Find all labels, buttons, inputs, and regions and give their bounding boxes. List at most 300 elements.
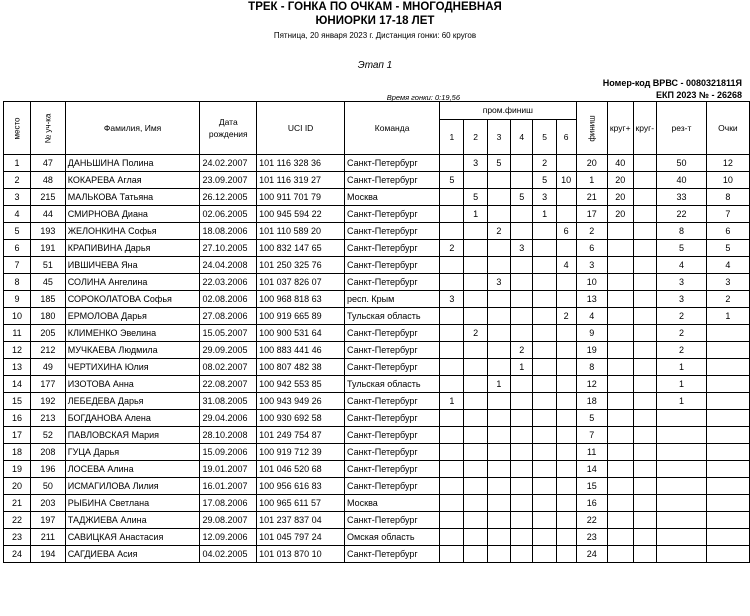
lap-minus-cell — [633, 478, 657, 495]
bib-cell: 193 — [30, 223, 65, 240]
finish-cell: 18 — [576, 393, 607, 410]
finish-cell: 11 — [576, 444, 607, 461]
table-row — [4, 342, 750, 359]
team-cell: Тульская область — [345, 376, 440, 393]
table-row — [4, 410, 750, 427]
sprint-5-cell — [533, 427, 556, 444]
uci-cell: 100 832 147 65 — [257, 240, 345, 257]
sprint-5-cell — [533, 410, 556, 427]
sprint-2-cell — [464, 393, 487, 410]
bib-cell: 45 — [30, 274, 65, 291]
bib-cell: 197 — [30, 512, 65, 529]
sprint-6-cell — [556, 444, 576, 461]
col-team-header: Команда — [345, 102, 440, 155]
finish-cell: 7 — [576, 427, 607, 444]
sprint-5-cell — [533, 342, 556, 359]
sprint-5-cell — [533, 240, 556, 257]
finish-cell: 3 — [576, 257, 607, 274]
bib-cell: 213 — [30, 410, 65, 427]
col-lap-plus-header: круг+ — [607, 102, 633, 155]
place-cell: 9 — [4, 291, 31, 308]
team-cell: Санкт-Петербург — [345, 393, 440, 410]
sprint-3-cell — [487, 478, 510, 495]
place-cell: 8 — [4, 274, 31, 291]
table-row — [4, 206, 750, 223]
name-cell: САВИЦКАЯ Анастасия — [65, 529, 200, 546]
lap-minus-cell — [633, 206, 657, 223]
team-cell: Санкт-Петербург — [345, 444, 440, 461]
sprint-2-cell — [464, 308, 487, 325]
sprint-1-cell — [440, 529, 464, 546]
dob-cell: 15.05.2007 — [200, 325, 257, 342]
name-cell: СОРОКОЛАТОВА Софья — [65, 291, 200, 308]
sprint-2-cell — [464, 257, 487, 274]
finish-cell: 21 — [576, 189, 607, 206]
dob-cell: 12.09.2006 — [200, 529, 257, 546]
dob-cell: 19.01.2007 — [200, 461, 257, 478]
lap-plus-cell: 20 — [607, 172, 633, 189]
name-cell: САГДИЕВА Асия — [65, 546, 200, 563]
finish-cell: 9 — [576, 325, 607, 342]
points-cell — [706, 478, 749, 495]
result-cell: 5 — [657, 240, 707, 257]
dob-cell: 17.08.2006 — [200, 495, 257, 512]
table-row — [4, 189, 750, 206]
dob-cell: 16.01.2007 — [200, 478, 257, 495]
sprint-4-cell — [511, 461, 533, 478]
sprint-2-cell: 1 — [464, 206, 487, 223]
sprint-3-cell — [487, 308, 510, 325]
result-cell: 1 — [657, 359, 707, 376]
lap-minus-cell — [633, 495, 657, 512]
race-time: Время гонки: 0:19,56 — [386, 93, 460, 102]
points-cell — [706, 342, 749, 359]
sprint-6-cell — [556, 512, 576, 529]
team-cell: Санкт-Петербург — [345, 274, 440, 291]
sprint-3-cell — [487, 240, 510, 257]
col-sprint-5-header: 5 — [533, 120, 556, 155]
lap-minus-cell — [633, 325, 657, 342]
sprint-4-cell — [511, 546, 533, 563]
sprint-5-cell: 3 — [533, 189, 556, 206]
dob-cell: 27.08.2006 — [200, 308, 257, 325]
result-cell: 2 — [657, 325, 707, 342]
sprint-4-cell — [511, 257, 533, 274]
sprint-3-cell — [487, 461, 510, 478]
result-cell: 3 — [657, 274, 707, 291]
sprint-1-cell: 5 — [440, 172, 464, 189]
sprint-2-cell: 2 — [464, 325, 487, 342]
sprint-1-cell — [440, 410, 464, 427]
uci-cell: 101 249 754 87 — [257, 427, 345, 444]
sprint-6-cell — [556, 376, 576, 393]
lap-plus-cell — [607, 512, 633, 529]
col-name-header: Фамилия, Имя — [65, 102, 200, 155]
sprint-3-cell — [487, 546, 510, 563]
sprint-4-cell — [511, 427, 533, 444]
dob-cell: 23.09.2007 — [200, 172, 257, 189]
table-row — [4, 478, 750, 495]
result-cell: 2 — [657, 308, 707, 325]
sprint-5-cell — [533, 512, 556, 529]
col-sprint-1-header: 1 — [440, 120, 464, 155]
sprint-4-cell: 1 — [511, 359, 533, 376]
col-sprint-2-header: 2 — [464, 120, 487, 155]
lap-plus-cell — [607, 478, 633, 495]
dob-cell: 29.04.2006 — [200, 410, 257, 427]
uci-cell: 100 956 616 83 — [257, 478, 345, 495]
name-cell: СОЛИНА Ангелина — [65, 274, 200, 291]
place-cell: 11 — [4, 325, 31, 342]
name-cell: КОКАРЕВА Аглая — [65, 172, 200, 189]
lap-plus-cell — [607, 376, 633, 393]
sprint-4-cell — [511, 512, 533, 529]
table-row — [4, 376, 750, 393]
team-cell: Санкт-Петербург — [345, 342, 440, 359]
bib-cell: 194 — [30, 546, 65, 563]
sprint-6-cell — [556, 206, 576, 223]
sprint-2-cell — [464, 512, 487, 529]
lap-plus-cell — [607, 223, 633, 240]
dob-cell: 27.10.2005 — [200, 240, 257, 257]
result-cell: 1 — [657, 376, 707, 393]
lap-minus-cell — [633, 172, 657, 189]
finish-cell: 6 — [576, 240, 607, 257]
points-cell: 6 — [706, 223, 749, 240]
lap-minus-cell — [633, 155, 657, 172]
name-cell: БОГДАНОВА Алена — [65, 410, 200, 427]
uci-cell: 100 919 712 39 — [257, 444, 345, 461]
name-cell: ЛЕБЕДЕВА Дарья — [65, 393, 200, 410]
sprint-3-cell — [487, 342, 510, 359]
sprint-3-cell — [487, 529, 510, 546]
team-cell: Санкт-Петербург — [345, 223, 440, 240]
lap-plus-cell — [607, 274, 633, 291]
sprint-5-cell — [533, 359, 556, 376]
points-cell — [706, 393, 749, 410]
place-cell: 7 — [4, 257, 31, 274]
table-row — [4, 427, 750, 444]
sprint-1-cell: 1 — [440, 393, 464, 410]
sprint-5-cell: 5 — [533, 172, 556, 189]
sprint-3-cell — [487, 410, 510, 427]
uci-cell: 101 116 328 36 — [257, 155, 345, 172]
dob-cell: 15.09.2006 — [200, 444, 257, 461]
sprint-4-cell: 3 — [511, 240, 533, 257]
name-cell: КЛИМЕНКО Эвелина — [65, 325, 200, 342]
sprint-2-cell — [464, 172, 487, 189]
uci-cell: 100 883 441 46 — [257, 342, 345, 359]
sprint-5-cell — [533, 444, 556, 461]
result-cell — [657, 427, 707, 444]
team-cell: Санкт-Петербург — [345, 206, 440, 223]
uci-cell: 100 942 553 85 — [257, 376, 345, 393]
name-cell: ЛОСЕВА Алина — [65, 461, 200, 478]
team-cell: Санкт-Петербург — [345, 546, 440, 563]
col-points-header: Очки — [706, 102, 749, 155]
sprint-5-cell — [533, 223, 556, 240]
table-row — [4, 359, 750, 376]
bib-cell: 180 — [30, 308, 65, 325]
sprint-4-cell — [511, 376, 533, 393]
table-row — [4, 546, 750, 563]
dob-cell: 22.03.2006 — [200, 274, 257, 291]
lap-plus-cell — [607, 444, 633, 461]
col-bib-header: № уч-ка — [30, 102, 65, 155]
result-cell — [657, 495, 707, 512]
team-cell: Санкт-Петербург — [345, 461, 440, 478]
dob-cell: 04.02.2005 — [200, 546, 257, 563]
points-cell: 2 — [706, 291, 749, 308]
lap-minus-cell — [633, 257, 657, 274]
sprint-5-cell — [533, 291, 556, 308]
table-row — [4, 240, 750, 257]
sprint-3-cell — [487, 206, 510, 223]
sprint-1-cell — [440, 478, 464, 495]
sprint-5-cell — [533, 376, 556, 393]
table-row — [4, 461, 750, 478]
points-cell — [706, 546, 749, 563]
col-result-header: рез-т — [657, 102, 707, 155]
finish-cell: 10 — [576, 274, 607, 291]
sprint-2-cell — [464, 427, 487, 444]
bib-cell: 50 — [30, 478, 65, 495]
sprint-3-cell — [487, 427, 510, 444]
sprint-5-cell — [533, 325, 556, 342]
team-cell: Омская область — [345, 529, 440, 546]
table-row — [4, 512, 750, 529]
sprint-2-cell — [464, 240, 487, 257]
uci-cell: 100 945 594 22 — [257, 206, 345, 223]
uci-cell: 101 110 589 20 — [257, 223, 345, 240]
name-cell: ИВШИЧЕВА Яна — [65, 257, 200, 274]
finish-cell: 12 — [576, 376, 607, 393]
lap-plus-cell: 20 — [607, 206, 633, 223]
sprint-5-cell — [533, 257, 556, 274]
col-place-header: место — [4, 102, 31, 155]
result-cell: 22 — [657, 206, 707, 223]
uci-cell: 101 045 797 24 — [257, 529, 345, 546]
sprint-4-cell — [511, 444, 533, 461]
sprint-6-cell — [556, 495, 576, 512]
name-cell: ИЗОТОВА Анна — [65, 376, 200, 393]
lap-plus-cell: 40 — [607, 155, 633, 172]
sprint-2-cell — [464, 444, 487, 461]
name-cell: МАЛЬКОВА Татьяна — [65, 189, 200, 206]
bib-cell: 51 — [30, 257, 65, 274]
bib-cell: 49 — [30, 359, 65, 376]
place-cell: 19 — [4, 461, 31, 478]
col-sprints-group-header: пром.финиш — [440, 102, 576, 120]
result-cell — [657, 461, 707, 478]
team-cell: Санкт-Петербург — [345, 410, 440, 427]
sprint-2-cell — [464, 546, 487, 563]
points-cell: 8 — [706, 189, 749, 206]
lap-plus-cell — [607, 325, 633, 342]
table-row — [4, 291, 750, 308]
sprint-5-cell — [533, 274, 556, 291]
lap-plus-cell — [607, 240, 633, 257]
results-table — [3, 101, 750, 563]
sprint-1-cell — [440, 495, 464, 512]
sprint-6-cell — [556, 189, 576, 206]
lap-plus-cell — [607, 308, 633, 325]
sprint-2-cell — [464, 274, 487, 291]
table-row — [4, 172, 750, 189]
lap-minus-cell — [633, 461, 657, 478]
dob-cell: 02.06.2005 — [200, 206, 257, 223]
bib-cell: 52 — [30, 427, 65, 444]
bib-cell: 47 — [30, 155, 65, 172]
dob-cell: 24.04.2008 — [200, 257, 257, 274]
sprint-3-cell — [487, 172, 510, 189]
sprint-5-cell — [533, 308, 556, 325]
uci-cell: 101 250 325 76 — [257, 257, 345, 274]
bib-cell: 48 — [30, 172, 65, 189]
uci-cell: 100 919 665 89 — [257, 308, 345, 325]
bib-cell: 196 — [30, 461, 65, 478]
place-cell: 14 — [4, 376, 31, 393]
sprint-4-cell — [511, 410, 533, 427]
lap-minus-cell — [633, 291, 657, 308]
lap-minus-cell — [633, 189, 657, 206]
lap-plus-cell — [607, 427, 633, 444]
points-cell: 3 — [706, 274, 749, 291]
points-cell: 7 — [706, 206, 749, 223]
lap-plus-cell — [607, 410, 633, 427]
name-cell: ЧЕРТИХИНА Юлия — [65, 359, 200, 376]
sprint-3-cell — [487, 189, 510, 206]
sprint-6-cell: 4 — [556, 257, 576, 274]
place-cell: 17 — [4, 427, 31, 444]
col-uci-header: UCI ID — [257, 102, 345, 155]
sprint-4-cell — [511, 325, 533, 342]
points-cell: 12 — [706, 155, 749, 172]
uci-cell: 100 968 818 63 — [257, 291, 345, 308]
place-cell: 5 — [4, 223, 31, 240]
place-cell: 13 — [4, 359, 31, 376]
bib-cell: 203 — [30, 495, 65, 512]
lap-minus-cell — [633, 410, 657, 427]
place-cell: 2 — [4, 172, 31, 189]
sprint-5-cell — [533, 393, 556, 410]
table-row — [4, 325, 750, 342]
bib-cell: 208 — [30, 444, 65, 461]
sprint-1-cell — [440, 189, 464, 206]
sprint-2-cell — [464, 529, 487, 546]
sprint-1-cell — [440, 546, 464, 563]
points-cell — [706, 512, 749, 529]
name-cell: СМИРНОВА Диана — [65, 206, 200, 223]
sprint-5-cell: 1 — [533, 206, 556, 223]
points-cell — [706, 495, 749, 512]
sprint-6-cell — [556, 155, 576, 172]
sprint-5-cell — [533, 495, 556, 512]
sprint-3-cell: 3 — [487, 274, 510, 291]
lap-minus-cell — [633, 427, 657, 444]
finish-cell: 17 — [576, 206, 607, 223]
table-row — [4, 155, 750, 172]
points-cell — [706, 410, 749, 427]
name-cell: МУЧКАЕВА Людмила — [65, 342, 200, 359]
finish-cell: 16 — [576, 495, 607, 512]
col-sprint-3-header: 3 — [487, 120, 510, 155]
name-cell: РЫБИНА Светлана — [65, 495, 200, 512]
sprint-6-cell — [556, 478, 576, 495]
lap-plus-cell — [607, 393, 633, 410]
finish-cell: 14 — [576, 461, 607, 478]
points-cell: 4 — [706, 257, 749, 274]
team-cell: Санкт-Петербург — [345, 512, 440, 529]
lap-plus-cell — [607, 291, 633, 308]
sprint-1-cell — [440, 512, 464, 529]
lap-minus-cell — [633, 274, 657, 291]
dob-cell: 08.02.2007 — [200, 359, 257, 376]
sprint-3-cell: 1 — [487, 376, 510, 393]
place-cell: 3 — [4, 189, 31, 206]
dob-cell: 29.09.2005 — [200, 342, 257, 359]
team-cell: Санкт-Петербург — [345, 155, 440, 172]
sprint-2-cell — [464, 410, 487, 427]
result-cell: 4 — [657, 257, 707, 274]
sprint-3-cell — [487, 512, 510, 529]
uci-cell: 101 116 319 27 — [257, 172, 345, 189]
place-cell: 21 — [4, 495, 31, 512]
sprint-3-cell — [487, 257, 510, 274]
uci-cell: 100 911 701 79 — [257, 189, 345, 206]
points-cell — [706, 359, 749, 376]
team-cell: респ. Крым — [345, 291, 440, 308]
sprint-5-cell — [533, 529, 556, 546]
dob-cell: 22.08.2007 — [200, 376, 257, 393]
bib-cell: 211 — [30, 529, 65, 546]
table-row — [4, 393, 750, 410]
sprint-6-cell: 10 — [556, 172, 576, 189]
lap-minus-cell — [633, 393, 657, 410]
uci-cell: 101 013 870 10 — [257, 546, 345, 563]
sprint-3-cell — [487, 359, 510, 376]
sprint-5-cell — [533, 478, 556, 495]
dob-cell: 02.08.2006 — [200, 291, 257, 308]
team-cell: Санкт-Петербург — [345, 325, 440, 342]
lap-minus-cell — [633, 240, 657, 257]
result-cell: 2 — [657, 342, 707, 359]
sprint-6-cell — [556, 359, 576, 376]
sprint-3-cell — [487, 393, 510, 410]
uci-cell: 101 046 520 68 — [257, 461, 345, 478]
result-cell: 1 — [657, 393, 707, 410]
finish-cell: 22 — [576, 512, 607, 529]
team-cell: Санкт-Петербург — [345, 172, 440, 189]
points-cell — [706, 444, 749, 461]
lap-plus-cell — [607, 461, 633, 478]
place-cell: 15 — [4, 393, 31, 410]
dob-cell: 29.08.2007 — [200, 512, 257, 529]
place-cell: 4 — [4, 206, 31, 223]
lap-minus-cell — [633, 529, 657, 546]
col-sprint-4-header: 4 — [511, 120, 533, 155]
table-row — [4, 495, 750, 512]
bib-cell: 191 — [30, 240, 65, 257]
points-cell: 1 — [706, 308, 749, 325]
finish-cell: 5 — [576, 410, 607, 427]
name-cell: ЕРМОЛОВА Дарья — [65, 308, 200, 325]
lap-plus-cell — [607, 342, 633, 359]
lap-minus-cell — [633, 512, 657, 529]
col-dob-header: Дата рождения — [200, 102, 257, 155]
points-cell — [706, 325, 749, 342]
race-info: Пятница, 20 января 2023 г. Дистанция гонки: 60 кругов — [273, 31, 477, 40]
